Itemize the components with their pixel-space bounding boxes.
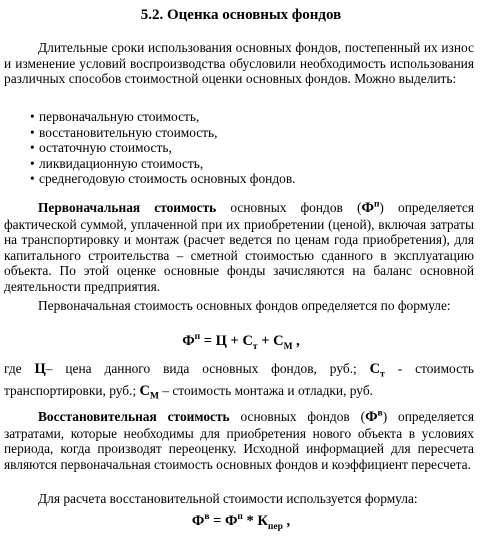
intro-paragraph: Длительные сроки использования основных фондов, постепенный их износ и изменение условий воспроизводства обусловили необходимость использования различных способов стоимостной оценки основных фондов. Можно выделить: xyxy=(4,40,474,87)
section-title: 5.2. Оценка основных фондов xyxy=(140,7,342,23)
bullet-icon: • xyxy=(30,109,35,124)
formula-replacement-cost: $Ф^в = Ф^п * К_{пер}$ , xyxy=(191,512,291,532)
list-item: • среднегодовую стоимость основных фондов. xyxy=(30,171,296,187)
bullet-icon: • xyxy=(30,155,35,171)
bullet-icon: • xyxy=(30,171,35,187)
replacement-cost-paragraph: Восстановительная стоимость основных фондов $(Ф^в)$ определяется затратами, которые необходимы для приобретения нового объекта в условиях периода, когда производят переоценку. Исходной информацией для пересчета являются первоначальная стоимость основных фондов и коэффициент пересчета. xyxy=(4,408,474,472)
formula-original-cost: $Ф^п = Ц + С_т + С_М$ , xyxy=(182,332,300,352)
symbol-phi: Ф xyxy=(365,409,378,425)
symbol-transport: С xyxy=(369,361,381,377)
valuation-types-list xyxy=(30,109,296,187)
bullet-icon: • xyxy=(30,140,35,156)
list-item: • остаточную стоимость, xyxy=(30,140,172,156)
bullet-icon: • xyxy=(30,124,35,140)
formula-legend: где Ц– цена данного вида основных фондов, руб.; $С_т$ - стоимость транспортировки, руб.; $С_М$ – стоимость монтажа и отладки, руб. xyxy=(4,361,474,402)
formula-intro-paragraph-2: Для расчета восстановительной стоимости используется формула: xyxy=(38,491,418,506)
term-replacement-cost: Восстановительная стоимость xyxy=(38,409,230,424)
original-cost-paragraph: Первоначальная стоимость основных фондов $(Ф^п)$ определяется фактической суммой, уплаченной при их приобретении (ценой), включая затраты на транспортировку и монтаж (расчет ведется по ценам года приобретения), для капитального строительства – сметной стоимостью сданного в эксплуатацию объекта. По этой оценке основные фонды зачисляются на баланс основной деятельности предприятия. xyxy=(4,199,474,294)
list-item: • первоначальную стоимость, xyxy=(30,109,200,124)
symbol-mounting: С xyxy=(139,383,150,399)
list-item: • ликвидационную стоимость, xyxy=(30,155,204,171)
symbol-price: Ц xyxy=(34,361,46,377)
term-original-cost: Первоначальная стоимость xyxy=(38,200,217,215)
formula-intro-paragraph: Первоначальная стоимость основных фондов определяется по формуле: xyxy=(38,298,451,313)
list-item: • восстановительную стоимость, xyxy=(30,124,218,140)
symbol-phi: Ф xyxy=(361,200,374,216)
